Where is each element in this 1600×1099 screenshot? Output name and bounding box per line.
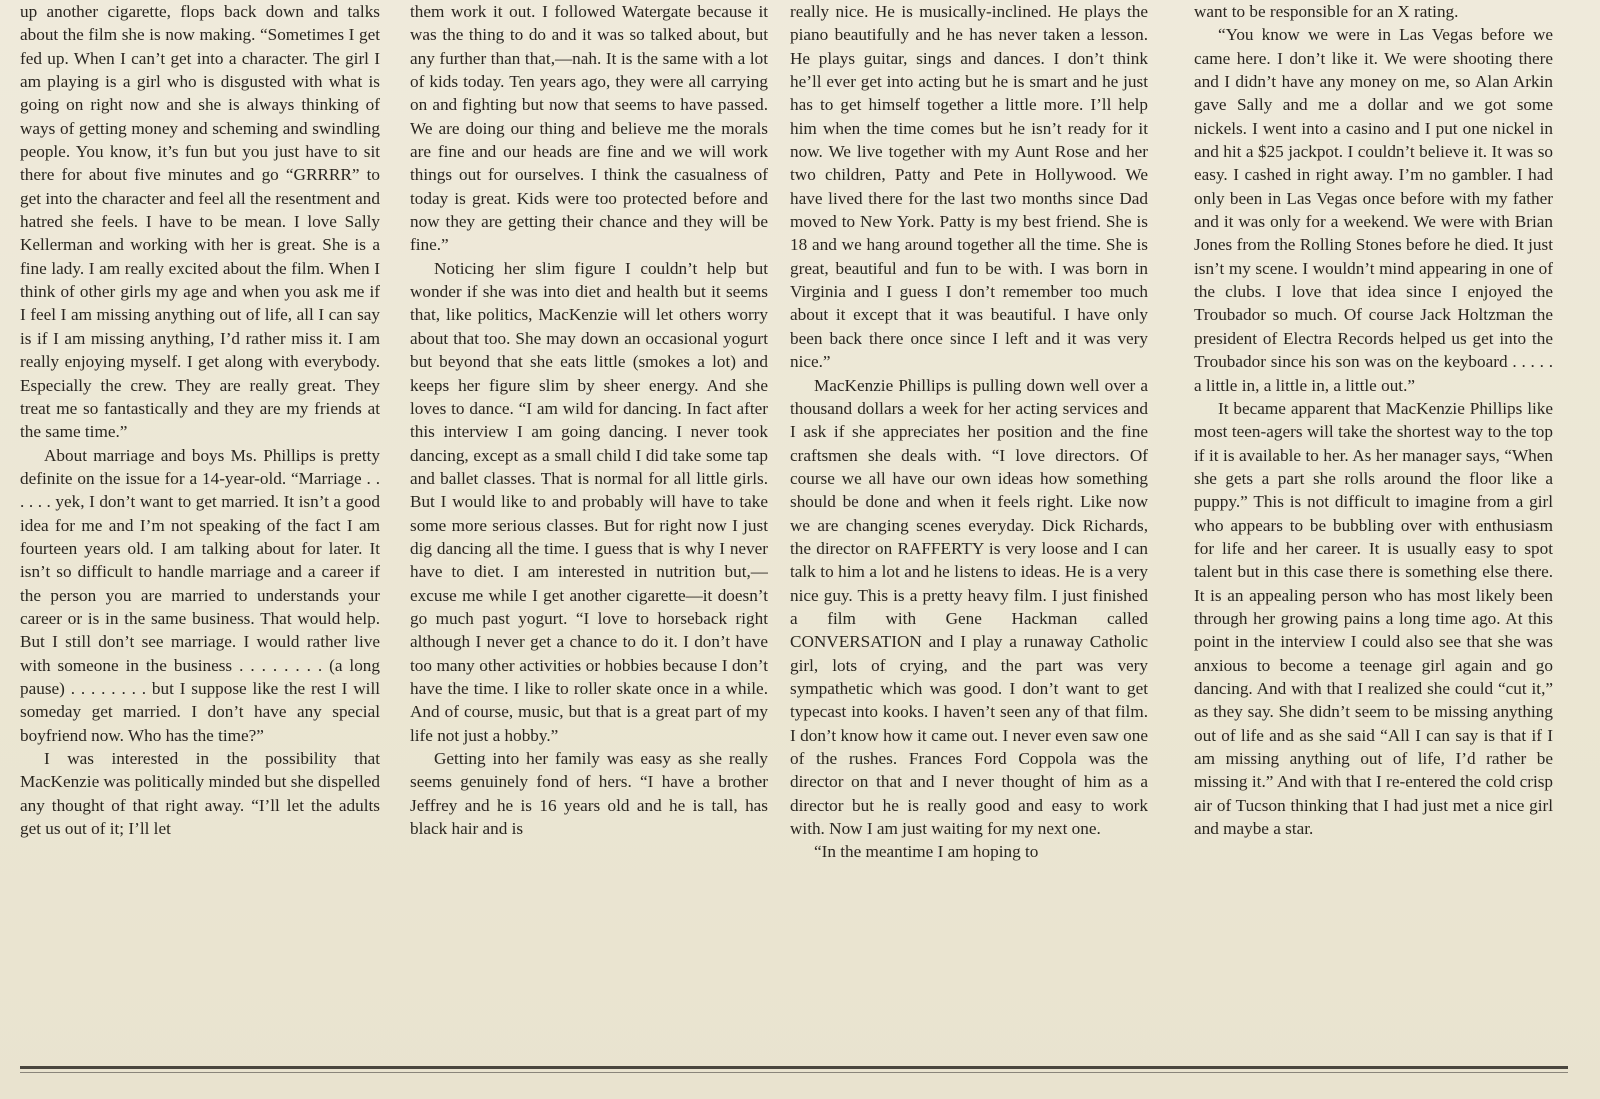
paragraph: MacKenzie Phillips is pulling down well over a thousand dollars a week for her acting services and I ask if she appreciates her position and the fine craftsmen she deals with. “I love directors. Of course we all have our own ideas how something should be done and when it feels right. Like now we are changing scenes everyday. Dick Richards, the director on RAFFERTY is very loose and I can talk to him a lot and he listens to ideas. He is a very nice guy. This is a pretty heavy film. I just finished a film with Gene Hackman called CONVERSATION and I play a runaway Catholic girl, lots of crying, and the part was very sympathetic which was good. I don’t want to get typecast into kooks. I haven’t seen any of that film. I don’t know how it came out. I never even saw one of the rushes. Frances Ford Coppola was the director on that and I never thought of him as a director but he is really good and easy to work with. Now I am just waiting for my next one.: [790, 375, 1148, 839]
paragraph: “In the meantime I am hoping to: [814, 842, 1039, 862]
paragraph: About marriage and boys Ms. Phillips is pretty definite on the issue for a 14-year-old. “Marriage . . . . . . yek, I don’t want to get married. It isn’t a good idea for me and I’m not speaking of the fact I am fourteen years old. I am talking about for later. It isn’t so difficult to handle marriage and a career if the person you are married to understands your career or is in the same business. That would help. But I still don’t see marriage. I would rather live with someone in the business . . . . . . . . (a long pause) . . . . . . . . but I suppose like the rest I will someday get married. I don’t have any special boyfriend now. Who has the time?”: [20, 445, 380, 745]
bottom-rule-thin: [20, 1072, 1568, 1073]
paragraph: up another cigarette, flops back down and talks about the film she is now making. “Sometimes I get fed up. When I can’t get into a character. The girl I am playing is a girl who is disgusted with what is going on right now and she is always thinking of ways of getting money and scheming and swindling people. You know, it’s fun but you just have to sit there for about five minutes and go “GRRRR” to get into the character and feel all the resentment and hatred she feels. I have to be mean. I love Sally Kellerman and working with her is great. She is a fine lady. I am really excited about the film. When I think of other girls my age and when you ask me if I feel I am missing anything out of life, all I can say is if I am missing anything, I’d rather miss it. I am really enjoying myself. I get along with everybody. Especially the crew. They are really great. They treat me so fantastically and they are my friends at the same time.”: [20, 2, 380, 442]
bottom-rule: [20, 1066, 1568, 1069]
article-column-3: [790, 0, 1148, 1062]
paragraph: It became apparent that MacKenzie Phillips like most teen-agers will take the shortest way to the top if it is available to her. As her manager says, “When she gets a part she rolls around the floor like a puppy.” This is not difficult to imagine from a girl who appears to be bubbling over with enthusiasm for life and her career. It is usually easy to spot talent but in this case there is something else there. It is an appealing person who has most likely been through her growing pains a long time ago. At this point in the interview I could also see that she was anxious to become a teenage girl again and go dancing. And with that I realized she could “cut it,” as they say. She didn’t seem to be missing anything out of life and as she said “All I can say is that if I am missing anything out of life, I’d rather be missing it.” And with that I re-entered the cold crisp air of Tucson thinking that I had just met a nice girl and maybe a star.: [1194, 398, 1553, 839]
paragraph: them work it out. I followed Watergate because it was the thing to do and it was so talked about, but any further than that,—nah. It is the same with a lot of kids today. Ten years ago, they were all carrying on and fighting but now that seems to have passed. We are doing our thing and believe me the morals are fine and our heads are fine and we will work things out for ourselves. I think the casualness of today is great. Kids were too protected before and now they are getting their chance and they will be fine.”: [410, 2, 768, 255]
paragraph: “You know we were in Las Vegas before we came here. I don’t like it. We were shooting there and I didn’t have any money on me, so Alan Arkin gave Sally and me a dollar and we got some nickels. I went into a casino and I put one nickel in and hit a $25 jackpot. I couldn’t believe it. It was so easy. I cashed in right away. I’m no gambler. I had only been in Las Vegas once before with my father and it was only for a weekend. We were with Brian Jones from the Rolling Stones before he died. It just isn’t my scene. I wouldn’t mind appearing in one of the clubs. I love that idea since I enjoyed the Troubador so much. Of course Jack Holtzman the president of Electra Records helped us get into the Troubador since his son was on the keyboard . . . . . a little in, a little in, a little out.”: [1194, 25, 1553, 395]
paragraph: I was interested in the possibility that MacKenzie was politically minded but she dispelled any thought of that right away. “I’ll let the adults get us out of it; I’ll let: [20, 749, 380, 839]
article-column-4: [1194, 0, 1553, 1062]
paragraph: Getting into her family was easy as she really seems genuinely fond of hers. “I have a brother Jeffrey and he is 16 years old and he is tall, has black hair and is: [410, 749, 768, 839]
paragraph: Noticing her slim figure I couldn’t help but wonder if she was into diet and health but it seems that, like politics, MacKenzie will let others worry about that too. She may down an occasional yogurt but beyond that she eats little (smokes a lot) and keeps her figure slim by sheer energy. And she loves to dance. “I am wild for dancing. In fact after this interview I am going dancing. I never took dancing, except as a small child I did take some tap and ballet classes. That is normal for all little girls. But I would like to and probably will have to take some more serious classes. But for right now I just dig dancing all the time. I guess that is why I never have to diet. I am interested in nutrition but,—excuse me while I get another cigarette—it doesn’t go much past yogurt. “I love to horseback right although I never get a chance to do it. I don’t have too many other activities or hobbies because I don’t have the time. I like to roller skate once in a while. And of course, music, but that is a great part of my life not just a hobby.”: [410, 258, 768, 745]
paragraph: really nice. He is musically-inclined. He plays the piano beautifully and he has never taken a lesson. He plays guitar, sings and dances. I don’t think he’ll ever get into acting but he is smart and he just has to get himself together a little more. I’ll help him when the time comes but he isn’t ready for it now. We live together with my Aunt Rose and her two children, Patty and Pete in Hollywood. We have lived there for the last two months since Dad moved to New York. Patty is my best friend. She is 18 and we hang around together all the time. She is great, beautiful and fun to be with. I was born in Virginia and I guess I don’t remember too much about it except that it was beautiful. I have only been back there once since I left and it was very nice.”: [790, 2, 1148, 372]
article-column-1: [20, 0, 380, 1062]
article-column-2: [410, 0, 768, 1062]
paragraph: want to be responsible for an X rating.: [1194, 2, 1459, 21]
